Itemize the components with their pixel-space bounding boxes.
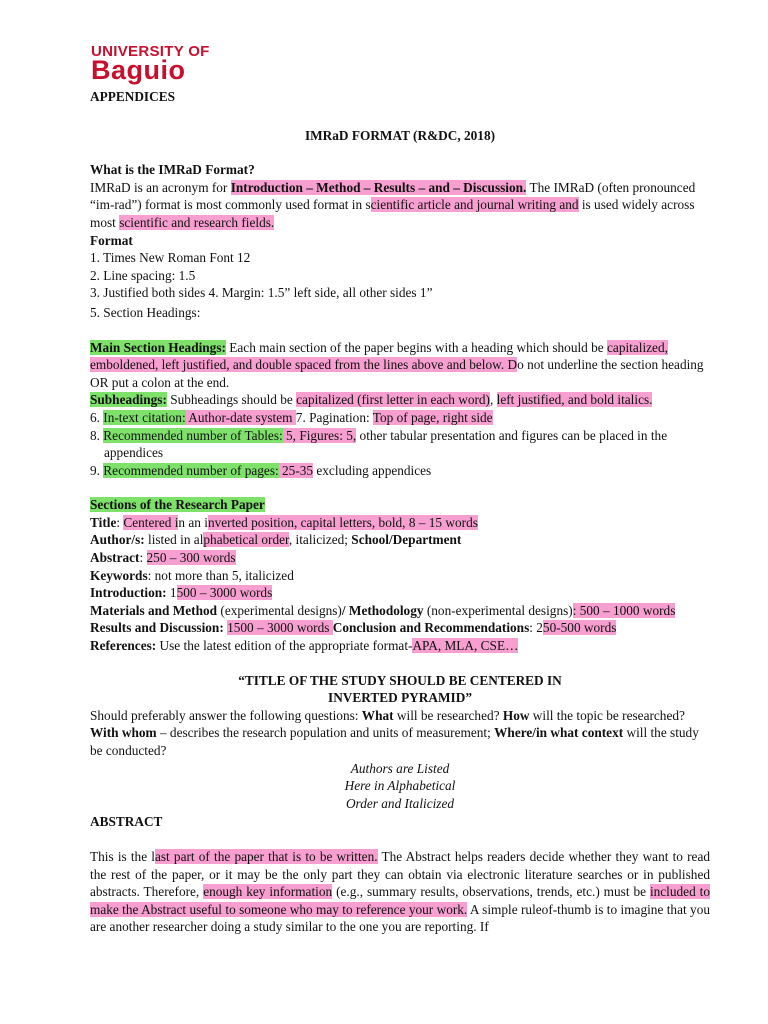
section-introduction-highlight: 500 – 3000 words	[176, 585, 273, 601]
questions-how: How	[502, 707, 530, 723]
section-author-school: School/Department	[351, 532, 462, 548]
abstract-text-1: This is the l	[90, 848, 155, 864]
section-abstract-line	[90, 549, 710, 567]
abstract-paragraph	[90, 848, 710, 936]
abstract-heading: ABSTRACT	[90, 814, 163, 830]
page-title: IMRaD FORMAT (R&DC, 2018)	[304, 127, 496, 143]
section-author-text-2: , italicized;	[288, 532, 352, 548]
subheadings-label: Subheadings:	[90, 392, 167, 408]
item-6-label: In-text citation:	[103, 409, 186, 425]
section-methodology-label: / Methodology	[341, 602, 424, 618]
item-9-text: excluding appendices	[313, 462, 432, 478]
appendices-heading: APPENDICES	[90, 89, 175, 104]
section-keywords-text: : not more than 5, italicized	[147, 567, 294, 583]
section-conclusion-highlight: 50-500 words	[542, 620, 617, 636]
section-methods-line	[90, 602, 710, 620]
item-6-highlight-1: Author-date system	[185, 409, 296, 425]
format-item-2: 2. Line spacing: 1.5	[90, 267, 196, 283]
section-title-highlight-2: nverted position, capital letters, bold, 8 – 15 words	[207, 514, 478, 530]
section-keywords-label: Keywords	[90, 567, 148, 583]
abstract-text-3: (e.g., summary results, observations, trends, etc.) must be	[332, 884, 650, 900]
abstract-highlight-1: ast part of the paper that is to be written.	[154, 848, 378, 864]
subheadings-highlight-2: left justified, and bold italics.	[496, 392, 653, 408]
questions-with-whom: With whom	[90, 725, 157, 741]
section-title-label: Title	[90, 514, 117, 530]
item-8-label: Recommended number of Tables:	[103, 427, 283, 443]
section-references-label: References:	[90, 638, 157, 654]
questions-text-5: will the study be conducted?	[90, 725, 699, 758]
authors-line-2: Here in Alphabetical	[344, 778, 456, 794]
item-8-line	[90, 427, 710, 462]
section-title-text-1: :	[116, 514, 124, 530]
section-introduction-label: Introduction:	[90, 585, 167, 601]
section-keywords-line	[90, 567, 710, 585]
format-heading: Format	[90, 232, 133, 248]
title-study-line-1: “TITLE OF THE STUDY SHOULD BE CENTERED IN	[238, 672, 562, 688]
title-study-line-2: INVERTED PYRAMID”	[328, 690, 472, 706]
section-references-text: Use the latest edition of the appropriate format-	[156, 638, 413, 654]
section-methods-text-1: (experimental designs)	[217, 602, 342, 618]
intro-paragraph	[90, 179, 710, 232]
item-6-highlight-2: Top of page, right side	[372, 409, 493, 425]
section-abstract-text: :	[139, 550, 147, 566]
section-conclusion-label: Conclusion and Recommendations	[332, 620, 530, 636]
logo-top-text: UNIVERSITY OF	[91, 43, 210, 60]
main-section-paragraph	[90, 339, 710, 392]
section-methods-label: Materials and Method	[90, 602, 218, 618]
item-8-number: 8.	[90, 427, 104, 443]
main-section-text-2: o not underline the section heading OR put a colon at the end.	[90, 357, 704, 390]
item-9-line	[90, 462, 710, 480]
section-introduction-line	[90, 584, 710, 602]
item-8-text: other tabular presentation and figures can be placed in the appendices	[104, 427, 668, 461]
questions-text-1: Should preferably answer the following questions:	[90, 707, 362, 723]
item-6-number: 6.	[90, 409, 104, 425]
document-body	[90, 88, 710, 936]
questions-text-3: will the topic be researched?	[529, 707, 685, 723]
authors-line-1: Authors are Listed	[350, 760, 450, 776]
subheadings-text-2: ,	[489, 392, 497, 408]
main-section-label: Main Section Headings:	[90, 339, 226, 355]
main-section-highlight: capitalized, emboldened, left justified, and double spaced from the lines above and below. D	[90, 339, 668, 373]
logo-main-text: Baguio	[91, 55, 186, 85]
section-title-highlight-1: Centered i	[123, 514, 179, 530]
section-author-line	[90, 531, 710, 549]
intro-text-3: is used widely across most	[90, 197, 695, 230]
sections-heading: Sections of the Research Paper	[90, 497, 265, 513]
abstract-highlight-3: included to make the Abstract useful to someone who may to reference your work.	[90, 884, 710, 917]
sections-heading-line	[90, 496, 710, 514]
subheadings-highlight-1: capitalized (first letter in each word)	[296, 392, 490, 408]
what-heading: What is the IMRaD Format?	[90, 162, 255, 178]
questions-text-4: – describes the research population and units of measurement;	[156, 725, 495, 741]
item-6-line	[90, 409, 710, 427]
main-section-text-1: Each main section of the paper begins with a heading which should be	[225, 339, 608, 355]
section-results-line	[90, 619, 710, 637]
item-9-label: Recommended number of pages:	[103, 462, 279, 478]
intro-highlight-1: Introduction – Method – Results – and – Discussion.	[230, 179, 527, 195]
intro-text-1: IMRaD is an acronym for	[90, 179, 231, 195]
section-conclusion-text: : 2	[529, 620, 543, 636]
abstract-text-4: A simple ruleof-thumb is to imagine that you are another researcher doing a study similar to the one you are reporting. If	[90, 901, 710, 935]
questions-where: Where/in what context	[494, 725, 624, 741]
intro-text-2: The IMRaD (often pronounced “im-rad”) format is most commonly used format in s	[90, 179, 696, 213]
section-title-text-2: n an i	[178, 514, 208, 530]
format-item-1: 1. Times New Roman Font 12	[90, 250, 251, 266]
section-results-highlight: 1500 – 3000 words	[227, 620, 333, 636]
section-author-text-1: listed in al	[144, 532, 204, 548]
subheadings-text-1: Subheadings should be	[166, 392, 297, 408]
format-item-5: 5. Section Headings:	[90, 304, 201, 320]
section-author-highlight: phabetical order	[203, 532, 289, 548]
section-author-label: Author/s:	[90, 532, 145, 548]
item-8-highlight: 5, Figures: 5,	[282, 427, 357, 443]
item-6-text: 7. Pagination:	[295, 409, 373, 425]
item-9-number: 9.	[90, 462, 104, 478]
university-logo	[91, 44, 210, 84]
section-references-line	[90, 637, 710, 655]
section-title-line	[90, 514, 710, 532]
section-introduction-text: 1	[166, 585, 177, 601]
questions-what: What	[361, 707, 394, 723]
subheadings-paragraph	[90, 391, 710, 409]
authors-line-3: Order and Italicized	[345, 795, 455, 811]
intro-highlight-2: cientific article and journal writing and	[370, 197, 579, 213]
questions-paragraph	[90, 707, 710, 760]
section-results-label: Results and Discussion:	[90, 620, 224, 636]
section-references-highlight: APA, MLA, CSE…	[412, 638, 519, 654]
abstract-text-2: The Abstract helps readers decide whether they want to read the rest of the paper, or it may be the only part they can obtain via electronic literature searches or in published abstracts. Therefore,	[90, 848, 711, 900]
format-item-3: 3. Justified both sides 4. Margin: 1.5” left side, all other sides 1”	[90, 285, 433, 301]
section-abstract-label: Abstract	[90, 550, 140, 566]
section-methods-highlight: : 500 – 1000 words	[572, 602, 676, 618]
section-abstract-highlight: 250 – 300 words	[146, 550, 236, 566]
questions-text-2: will be researched?	[393, 707, 503, 723]
intro-highlight-3: scientific and research fields.	[119, 214, 275, 230]
item-9-highlight: 25-35	[278, 462, 314, 478]
section-methods-text-2: (non-experimental designs)	[423, 602, 573, 618]
abstract-highlight-2: enough key information	[203, 884, 333, 900]
